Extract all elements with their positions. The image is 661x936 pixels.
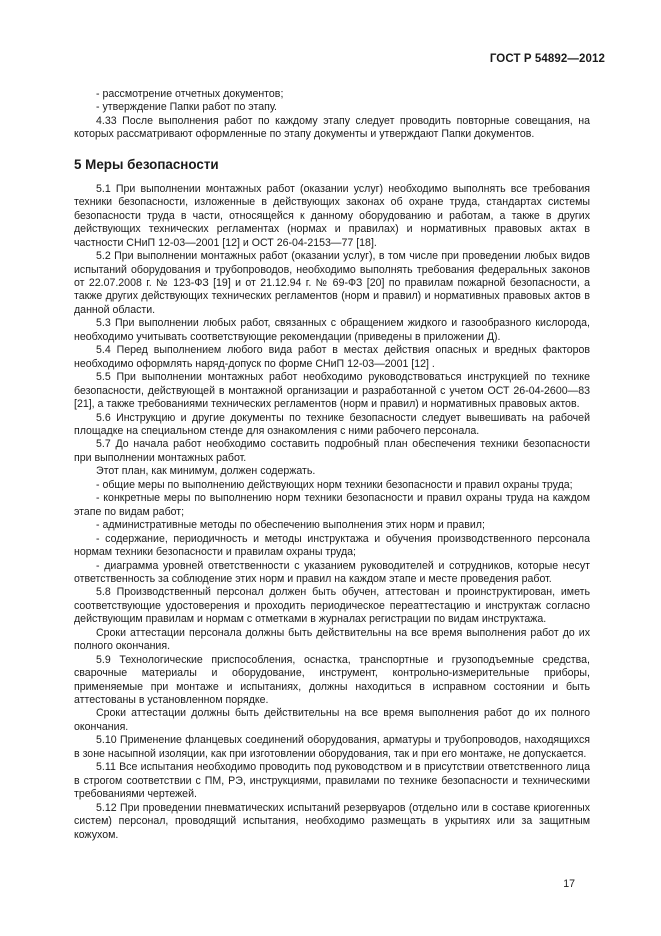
paragraph-5-3: 5.3 При выполнении любых работ, связанных с обращением жидкого и газообразного кислорода, необходимо учитывать соответствующие рекомендации (приведены в приложении Д). bbox=[74, 317, 590, 343]
list-item: - содержание, периодичность и методы инструктажа и обучения производственного персонала нормам техники безопасности и правилам охраны труда; bbox=[74, 532, 590, 559]
paragraph-5-7: 5.7 До начала работ необходимо составить подробный план обеспечения техники безопасности при выполнении монтажных работ. bbox=[74, 438, 590, 464]
section-title: 5 Меры безопасности bbox=[74, 156, 219, 172]
list-item: - утверждение Папки работ по этапу. bbox=[96, 101, 278, 114]
list-item: - конкретные меры по выполнению норм техники безопасности и правил охраны труда на каждом этапе по видам работ; bbox=[74, 492, 590, 518]
paragraph: Этот план, как минимум, должен содержать. bbox=[96, 465, 316, 478]
paragraph-5-4: 5.4 Перед выполнением любого вида работ в местах действия опасных и вредных факторов необходимо оформлять наряд-допуск по форме СНиП 12-03—2001 [12] . bbox=[74, 344, 590, 370]
paragraph: Сроки аттестации должны быть действительны на все время выполнения работ до их полного окончания. bbox=[74, 707, 590, 733]
list-item: - административные методы по обеспечению выполнения этих норм и правил; bbox=[96, 519, 485, 532]
list-item: - рассмотрение отчетных документов; bbox=[96, 88, 284, 100]
list-item: - диаграмма уровней ответственности с указанием руководителей и сотрудников, которые несут ответственность за соблюдение этих норм и правил на каждом этапе и месте проведения работ. bbox=[74, 559, 590, 585]
paragraph-5-1: 5.1 При выполнении монтажных работ (оказании услуг) необходимо выполнять все требования техники безопасности, изложенные в действующих законах об охране труда, стандартах системы безопасности труда в части, относящейся к данному оборудованию и работам, а также в других действующих технических регламентах (нормах и правилах) и нормативных правовых актах в частности СНиП 12-03—2001 [12] и ОСТ 26-04-2153—77 [18]. bbox=[74, 182, 590, 249]
paragraph: Сроки аттестации персонала должны быть действительны на все время выполнения работ до их полного окончания. bbox=[74, 626, 590, 653]
paragraph-5-2: 5.2 При выполнении монтажных работ (оказании услуг), в том числе при проведении любых видов испытаний оборудования и трубопроводов, необходимо выполнять требования федеральных законов от 22.07.2008 г. № 123-ФЗ [19] и от 21.12.94 г. № 69-ФЗ [20] по правилам пожарной безопасности, а также других действующих технических регламентов (норм и правил) и нормативных правовых актов в данной области. bbox=[74, 250, 590, 316]
list-item: - общие меры по выполнению действующих норм техники безопасности и правил охраны труда; bbox=[96, 478, 573, 491]
paragraph-5-8: 5.8 Производственный персонал должен быть обучен, аттестован и проинструктирован, иметь соответствующие удостоверения и проходить периодическое переаттестацию и инструктаж согласно действующим правилам и нормам с отметками в журналах регистрации по видам инструктажа. bbox=[74, 586, 590, 626]
page-number: 17 bbox=[563, 878, 575, 890]
paragraph-5-11: 5.11 Все испытания необходимо проводить под руководством и в присутствии ответственного лица в строгом соответствии с ПМ, РЭ, инструкциями, правилами по технике безопасности и техническими требованиями чертежей. bbox=[74, 761, 590, 801]
paragraph-5-10: 5.10 Применение фланцевых соединений оборудования, арматуры и трубопроводов, находящихся в зоне насыпной изоляции, как при изготовлении оборудования, так и при его монтаже, не допускается. bbox=[74, 734, 590, 760]
page-content bbox=[74, 88, 590, 842]
document-id-header: ГОСТ Р 54892—2012 bbox=[489, 53, 605, 65]
paragraph-4-33: 4.33 После выполнения работ по каждому этапу следует проводить повторные совещания, на которых рассматривают оформленные по этапу документы и утверждают Папки документов. bbox=[74, 114, 590, 141]
paragraph-5-9: 5.9 Технологические приспособления, оснастка, транспортные и грузоподъемные средства, сварочные материалы и оборудование, инструмент, контрольно-измерительные приборы, применяемые при монтаже и испытаниях, должны находиться в исправном состоянии и быть аттестованы в установленном порядке. bbox=[74, 653, 590, 707]
paragraph-5-6: 5.6 Инструкцию и другие документы по технике безопасности следует вывешивать на рабочей площадке на специальном стенде для ознакомления с ними рабочего персонала. bbox=[74, 411, 590, 437]
paragraph-5-5: 5.5 При выполнении монтажных работ необходимо руководствоваться инструкцией по технике безопасности, действующей в монтажной организации и разработанной с учетом ОСТ 26-04-2600—83 [21], а также требованиями технических регламентов (норм и правил) и нормативных правовых актов. bbox=[74, 371, 590, 411]
paragraph-5-12: 5.12 При проведении пневматических испытаний резервуаров (отдельно или в составе криогенных систем) персонал, проводящий испытания, необходимо размещать в укрытиях или за защитным кожухом. bbox=[74, 801, 590, 841]
